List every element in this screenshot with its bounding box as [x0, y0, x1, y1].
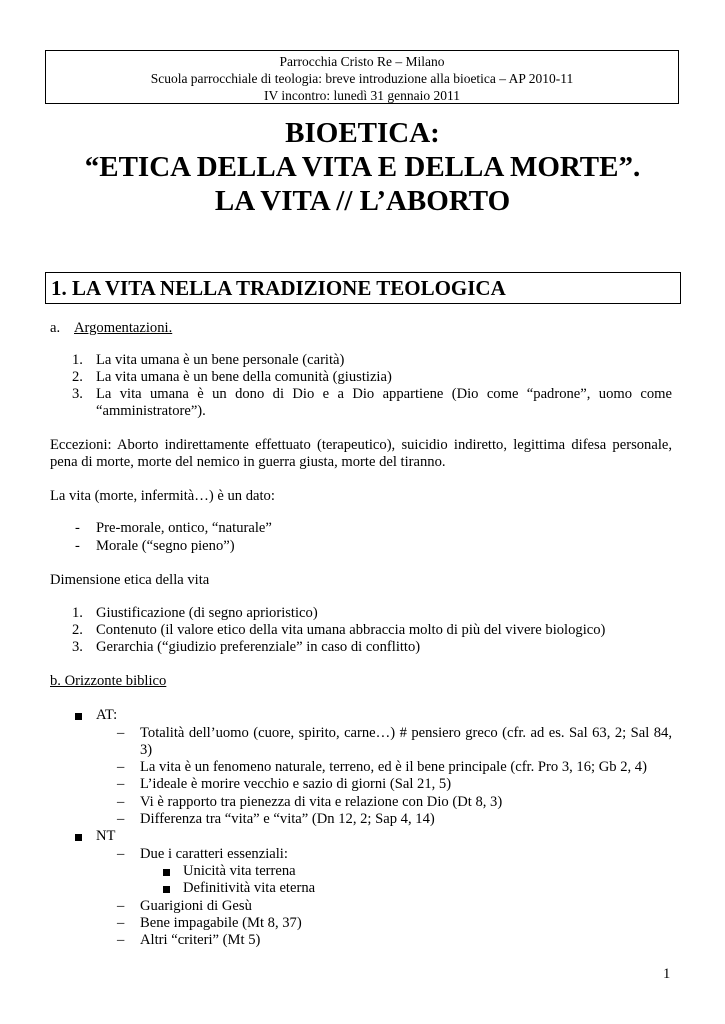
subsection-a-marker: a.: [50, 320, 61, 336]
header-line-school: Scuola parrocchiale di teologia: breve introduzione alla bioetica – AP 2010-11: [150, 71, 574, 86]
arg-1-number: 1.: [72, 352, 83, 368]
title-line-2: “ETICA DELLA VITA E DELLA MORTE”.: [84, 151, 641, 183]
dato-2-marker: -: [75, 538, 80, 554]
nt-label: NT: [96, 828, 116, 844]
dim-2-number: 2.: [72, 622, 83, 638]
dim-2-text: Contenuto (il valore etico della vita umana abbraccia molto di più del vivere biologico): [96, 622, 606, 638]
title-line-1: BIOETICA:: [285, 117, 440, 149]
header-line-parish: Parrocchia Cristo Re – Milano: [279, 54, 445, 69]
nt-sub-1-text: Unicità vita terrena: [183, 863, 296, 879]
nt-1-marker: –: [117, 846, 125, 862]
arg-2-number: 2.: [72, 369, 83, 385]
at-2-marker: –: [117, 759, 125, 775]
nt-1-text: Due i caratteri essenziali:: [140, 846, 288, 862]
at-4-text: Vi è rapporto tra pienezza di vita e relazione con Dio (Dt 8, 3): [140, 794, 503, 810]
eccezioni-line-2: pena di morte, morte del nemico in guerra giusta, morte del tiranno.: [50, 454, 446, 470]
title-line-3: LA VITA // L’ABORTO: [214, 185, 511, 217]
at-4-marker: –: [117, 794, 125, 810]
dim-1-number: 1.: [72, 605, 83, 621]
at-5-marker: –: [117, 811, 125, 827]
arg-2-text: La vita umana è un bene della comunità (giustizia): [96, 369, 392, 385]
square-bullet-icon: [75, 834, 82, 841]
dato-2-text: Morale (“segno pieno”): [96, 538, 235, 554]
square-bullet-icon: [163, 869, 170, 876]
vita-dato-text: La vita (morte, infermità…) è un dato:: [50, 488, 275, 504]
nt-2-marker: –: [117, 898, 125, 914]
page-number: 1: [663, 966, 671, 982]
at-1-marker: –: [117, 725, 125, 741]
nt-3-marker: –: [117, 915, 125, 931]
at-2-text: La vita è un fenomeno naturale, terreno, ed è il bene principale (cfr. Pro 3, 16; Gb 2, 4): [140, 759, 647, 775]
at-5-text: Differenza tra “vita” e “vita” (Dn 12, 2; Sap 4, 14): [140, 811, 435, 827]
dato-1-text: Pre-morale, ontico, “naturale”: [96, 520, 272, 536]
at-label: AT:: [96, 707, 118, 723]
square-bullet-icon: [163, 886, 170, 893]
dim-1-text: Giustificazione (di segno aprioristico): [96, 605, 318, 621]
square-bullet-icon: [75, 713, 82, 720]
subsection-b-title: b. Orizzonte biblico: [50, 673, 167, 689]
nt-sub-2-text: Definitività vita eterna: [183, 880, 316, 896]
at-1-continuation: 3): [140, 742, 153, 758]
arg-1-text: La vita umana è un bene personale (carità): [96, 352, 345, 368]
section-heading: 1. LA VITA NELLA TRADIZIONE TEOLOGICA: [45, 272, 681, 304]
dato-1-marker: -: [75, 520, 80, 536]
nt-4-marker: –: [117, 932, 125, 948]
header-line-meeting: IV incontro: lunedì 31 gennaio 2011: [263, 88, 461, 103]
arg-3-text: La vita umana è un dono di Dio e a Dio appartiene (Dio come “padrone”, uomo come: [96, 386, 672, 402]
eccezioni-line-1: Eccezioni: Aborto indirettamente effettuato (terapeutico), suicidio indiretto, legittima difesa personale,: [50, 437, 672, 453]
at-3-text: L’ideale è morire vecchio e sazio di giorni (Sal 21, 5): [140, 776, 452, 792]
at-3-marker: –: [117, 776, 125, 792]
arg-3-number: 3.: [72, 386, 83, 402]
page-title: [0, 116, 725, 218]
dim-3-number: 3.: [72, 639, 83, 655]
dimensione-text: Dimensione etica della vita: [50, 572, 210, 588]
header-box: [45, 50, 679, 104]
at-1-text: Totalità dell’uomo (cuore, spirito, carne…) # pensiero greco (cfr. ad es. Sal 63, 2; Sal 84,: [140, 725, 672, 741]
arg-3-continuation: “amministratore”).: [96, 403, 206, 419]
dim-3-text: Gerarchia (“giudizio preferenziale” in caso di conflitto): [96, 639, 421, 655]
nt-3-text: Bene impagabile (Mt 8, 37): [140, 915, 302, 931]
subsection-a-title: Argomentazioni.: [74, 320, 173, 336]
nt-2-text: Guarigioni di Gesù: [140, 898, 252, 914]
nt-4-text: Altri “criteri” (Mt 5): [140, 932, 261, 948]
